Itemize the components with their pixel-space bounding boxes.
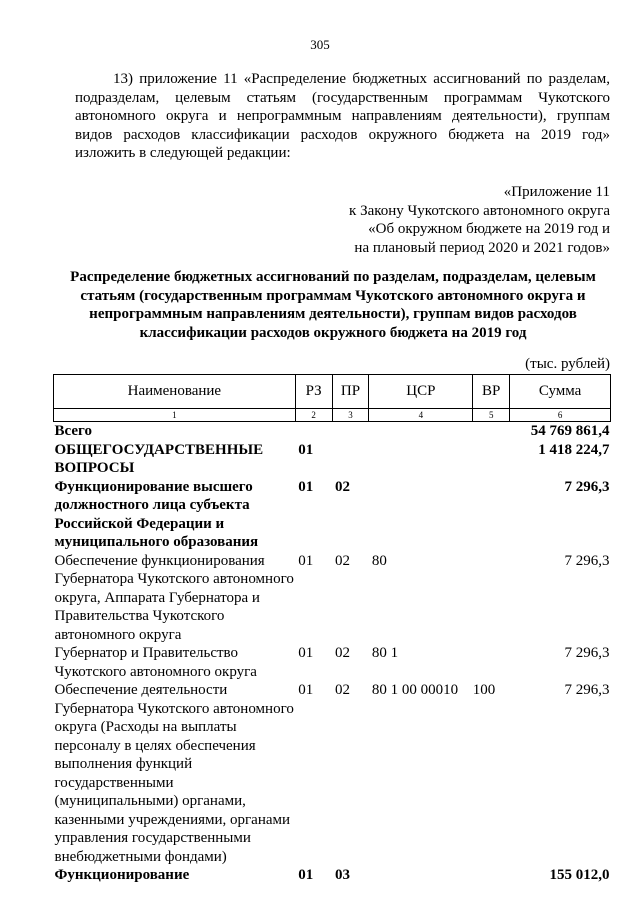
column-number: 4 [369,409,473,422]
header-pr: ПР [332,375,369,409]
cell-vr [473,422,510,441]
cell-pr: 03 [335,867,351,883]
cell-vr [473,866,510,885]
cell-vr [473,478,510,552]
cell-name: Обеспечение деятельности Губернатора Чукотского автономного округа (Расходы на выплаты персоналу в целях обеспечения выполнения функций государственными (муниципальными) органами, казенными учреждениями, органами управления государственными внебюджетными фондами) [54,682,294,865]
cell-csr: 80 1 00 00010 [371,682,459,698]
header-csr: ЦСР [369,375,473,409]
cell-csr: 80 1 [371,645,399,661]
appendix-ref-line: «Приложение 11 [503,184,610,200]
cell-pr [332,422,369,441]
header-rz: РЗ [295,375,332,409]
cell-sum: 7 296,3 [564,645,610,661]
cell-csr [369,478,473,552]
cell-name: Обеспечение функционирования Губернатора Чукотского автономного округа, Аппарата Губернатора и Правительства Чукотского автономного округа [54,552,294,643]
cell-pr: 02 [335,645,351,661]
cell-csr: 80 [371,552,387,569]
document-title: Распределение бюджетных ассигнований по разделам, подразделам, целевым статьям (государственным программам Чукотского автономного округа и непрограммным направлениям деятельности), группам видов расходов классификации расходов окружного бюджета на 2019 год [70,269,596,341]
cell-name: Функционирование высшего должностного лица субъекта Российской Федерации и муниципального образования [54,478,259,550]
cell-rz [295,422,332,441]
cell-sum: 155 012,0 [549,867,610,883]
cell-csr [369,866,473,885]
cell-sum: 7 296,3 [564,552,610,569]
budget-table [53,374,611,885]
page-number: 305 [310,37,330,52]
cell-vr [473,441,510,478]
column-number: 3 [332,409,369,422]
cell-vr [473,552,510,645]
column-number: 1 [54,409,296,422]
unit-note: (тыс. рублей) [525,356,610,372]
table-row [54,441,611,478]
table-row [54,478,611,552]
intro-paragraph: 13) приложение 11 «Распределение бюджетных ассигнований по разделам, подразделам, целевым статьям (государственным программам Чукотского автономного округа и непрограммным направлениям деятельности), группам видов расходов классификации расходов окружного бюджета на 2019 год» изложить в следующей редакции: [75,71,610,161]
cell-sum: 54 769 861,4 [530,423,610,439]
cell-name: ОБЩЕГОСУДАРСТВЕННЫЕ ВОПРОСЫ [54,441,264,476]
header-vr: ВР [473,375,510,409]
cell-sum: 1 418 224,7 [538,441,610,458]
cell-rz: 01 [298,552,314,569]
cell-csr [369,422,473,441]
table-row [54,422,611,441]
appendix-ref-line: к Закону Чукотского автономного округа [349,202,610,219]
column-number: 6 [510,409,611,422]
cell-name: Функционирование [54,867,190,883]
cell-rz: 01 [298,682,314,698]
cell-rz: 01 [298,867,314,883]
cell-rz: 01 [298,441,314,458]
cell-name: Всего [54,423,92,439]
cell-name: Губернатор и Правительство Чукотского автономного округа [54,645,257,680]
appendix-reference [349,183,610,257]
cell-vr: 100 [472,682,496,698]
column-number: 5 [473,409,510,422]
table-header [54,375,611,422]
cell-sum: 7 296,3 [564,682,610,698]
table-row [54,552,611,645]
column-number: 2 [295,409,332,422]
table-body [54,422,611,885]
table-row [54,644,611,681]
cell-rz: 01 [298,478,314,495]
header-name: Наименование [54,375,296,409]
appendix-ref-line: «Об окружном бюджете на 2019 год и [368,221,610,237]
cell-vr [473,644,510,681]
appendix-ref-line: на плановый период 2020 и 2021 годов» [354,239,610,256]
header-sum: Сумма [510,375,611,409]
cell-csr [369,441,473,478]
table-row [54,866,611,885]
table-row [54,681,611,866]
cell-pr: 02 [335,478,351,495]
cell-pr [332,441,369,478]
cell-pr: 02 [335,682,351,698]
cell-rz: 01 [298,645,314,661]
cell-pr: 02 [335,552,351,569]
cell-sum: 7 296,3 [564,478,610,495]
